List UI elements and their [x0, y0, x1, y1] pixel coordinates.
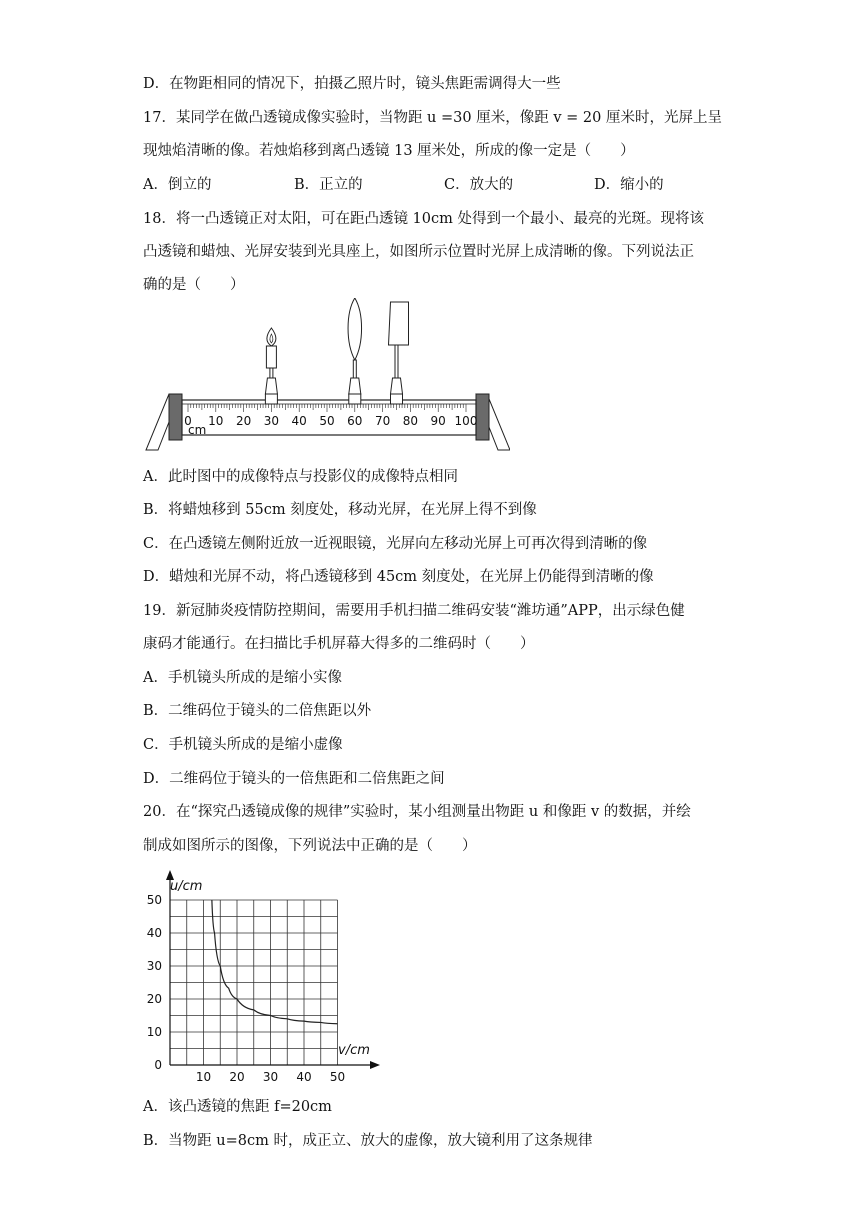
q18-stem-line2: 凸透镜和蜡烛、光屏安装到光具座上，如图所示位置时光屏上成清晰的像。下列说法正 [143, 244, 694, 260]
y-tick-label: 40 [146, 926, 162, 940]
y-tick-label: 30 [146, 959, 162, 973]
scale-label: 100 [454, 414, 478, 428]
y-tick-label: 50 [146, 893, 162, 907]
y-tick-label: 0 [154, 1058, 162, 1072]
x-axis-arrow [370, 1061, 380, 1069]
x-tick-labels [196, 1070, 345, 1083]
q18-stem-line3: 确的是（ ） [143, 277, 245, 293]
y-tick-label: 20 [146, 992, 162, 1006]
q18-option-d: D．蜡烛和光屏不动，将凸透镜移到 45cm 刻度处，在光屏上仍能得到清晰的像 [143, 569, 654, 585]
q18-option-b: B．将蜡烛移到 55cm 刻度处，移动光屏，在光屏上得不到像 [143, 502, 537, 518]
q17-stem-line2: 现烛焰清晰的像。若烛焰移到离凸透镜 13 厘米处，所成的像一定是（ ） [143, 143, 635, 159]
q20-option-b: B．当物距 u=8cm 时，成正立、放大的虚像，放大镜利用了这条规律 [143, 1133, 593, 1149]
right-end-block [476, 394, 489, 440]
light-screen [389, 302, 409, 404]
y-axis-label: u/cm [170, 879, 203, 894]
scale-label: 0 [184, 414, 192, 428]
x-tick-label: 50 [329, 1070, 346, 1083]
q17-stem-line1: 17．某同学在做凸透镜成像实验时，当物距 u =30 厘米，像距 v = 20 厘米时，光屏上呈 [143, 110, 722, 126]
x-tick-label: 10 [195, 1070, 212, 1083]
q20-stem-line2: 制成如图所示的图像，下列说法中正确的是（ ） [143, 838, 477, 854]
x-tick-label: 20 [229, 1070, 245, 1083]
q16-option-d: D．在物距相同的情况下，拍摄乙照片时，镜头焦距需调得大一些 [143, 76, 561, 92]
uv-chart [140, 868, 380, 1083]
x-tick-label: 30 [262, 1070, 279, 1083]
q17-option-d: D．缩小的 [594, 177, 664, 193]
scale-label: 30 [263, 414, 280, 428]
left-end-block [169, 394, 182, 440]
scale-label: 50 [319, 414, 335, 428]
q19-stem-line1: 19．新冠肺炎疫情防控期间，需要用手机扫描二维码安装“潍坊通”APP，出示绿色健 [143, 603, 685, 619]
scale-label: 10 [208, 414, 224, 428]
scale-label: 20 [235, 414, 252, 428]
u-v-curve [212, 900, 338, 1024]
convex-lens [348, 298, 362, 404]
q17-option-c: C．放大的 [444, 177, 514, 193]
y-tick-labels [147, 893, 162, 1072]
scale-label: 40 [291, 414, 307, 428]
q19-option-d: D．二维码位于镜头的一倍焦距和二倍焦距之间 [143, 771, 445, 787]
q20-stem-line1: 20．在“探究凸透镜成像的规律”实验时，某小组测量出物距 u 和像距 v 的数据，并绘 [143, 804, 691, 820]
q18-option-c: C．在凸透镜左侧附近放一近视眼镜，光屏向左移动光屏上可再次得到清晰的像 [143, 536, 648, 552]
q20-option-a: A．该凸透镜的焦距 f=20cm [143, 1099, 332, 1115]
candle-body [266, 346, 276, 368]
q19-stem-line2: 康码才能通行。在扫描比手机屏幕大得多的二维码时（ ） [143, 636, 535, 652]
q17-option-a: A．倒立的 [143, 177, 212, 193]
lens-body [348, 298, 362, 360]
candle [265, 328, 277, 404]
scale-label: 70 [374, 414, 391, 428]
scale-label: 90 [430, 414, 446, 428]
y-tick-label: 10 [146, 1025, 162, 1039]
chart-grid [170, 900, 338, 1065]
q19-option-c: C．手机镜头所成的是缩小虚像 [143, 737, 343, 753]
q18-stem-line1: 18．将一凸透镜正对太阳，可在距凸透镜 10cm 处得到一个最小、最亮的光斑。现将该 [143, 211, 704, 227]
q19-option-b: B．二维码位于镜头的二倍焦距以外 [143, 703, 372, 719]
scale-label: 80 [402, 414, 419, 428]
q17-option-b: B．正立的 [294, 177, 363, 193]
optical-bench-figure [140, 298, 510, 458]
q18-option-a: A．此时图中的成像特点与投影仪的成像特点相同 [143, 469, 458, 485]
scale-unit: cm [188, 423, 207, 437]
x-axis-label: v/cm [338, 1043, 370, 1058]
q19-option-a: A．手机镜头所成的是缩小实像 [143, 670, 342, 686]
x-tick-label: 40 [296, 1070, 312, 1083]
screen-plate [389, 302, 409, 345]
scale-label: 60 [347, 414, 363, 428]
